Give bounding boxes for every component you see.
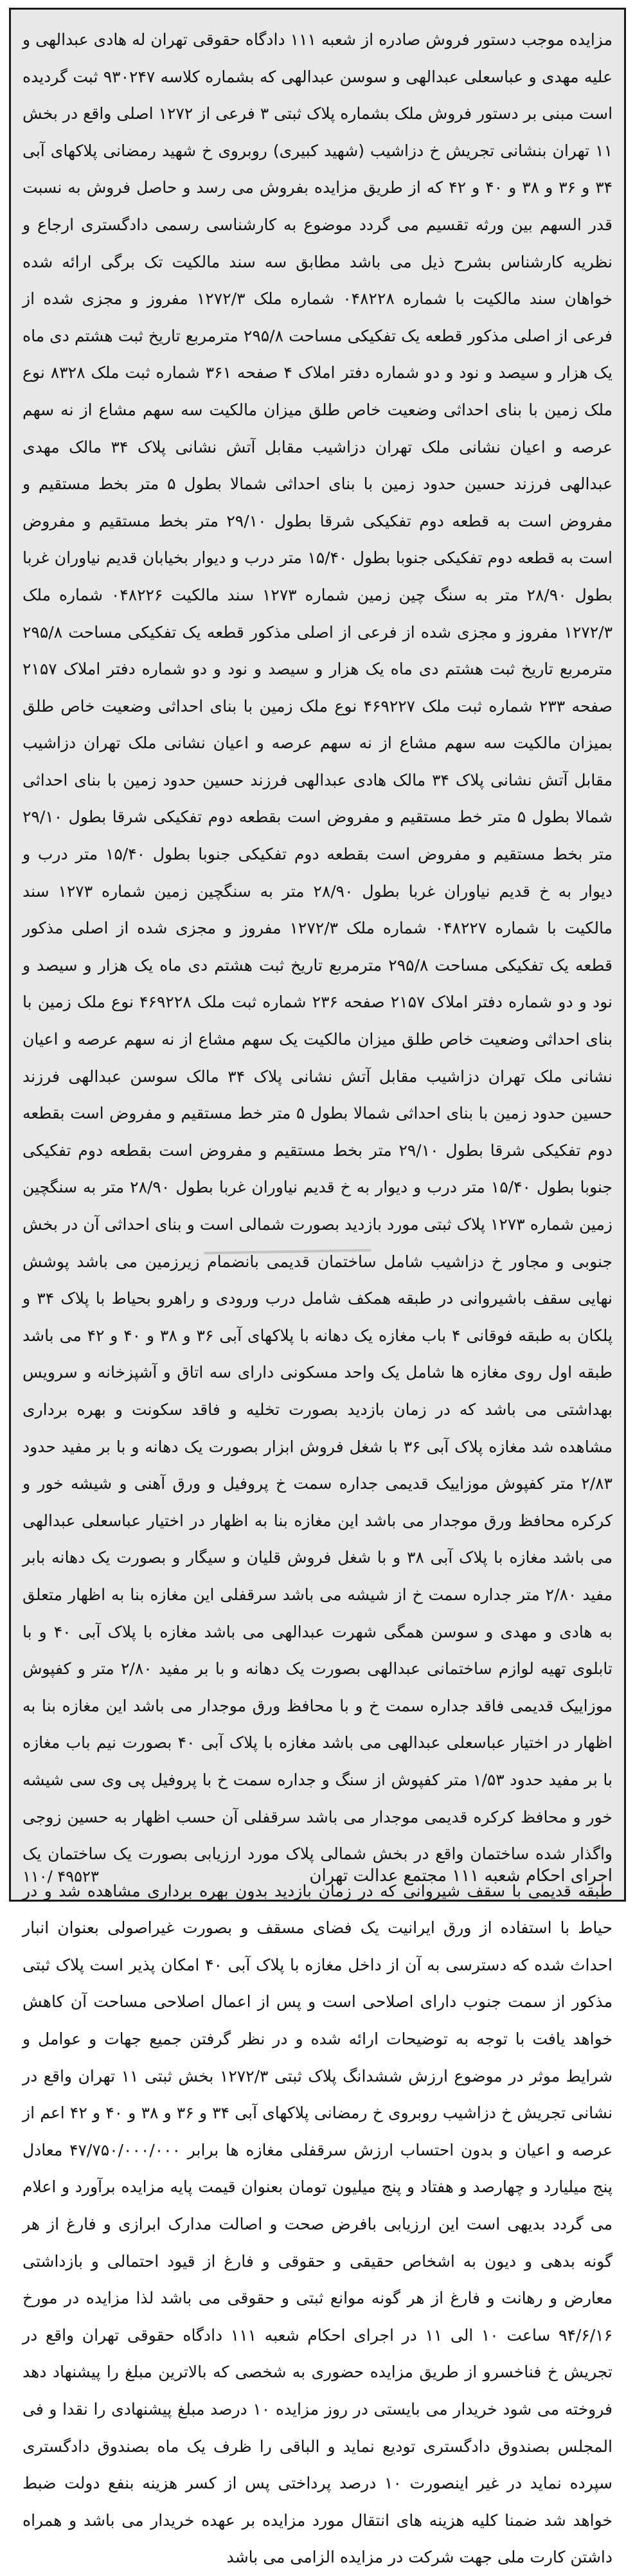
notice-footer bbox=[22, 1850, 613, 1886]
notice-body-text: مزایده موجب دستور فروش صادره از شعبه ۱۱۱ دادگاه حقوقی تهران له هادی عبدالهی و علیه مهدی و عباسعلی عبدالهی و سوسن عبدالهی که بشماره کلاسه ۹۳۰۲۴۷ ثبت گردیده است مبنی بر دستور فروش ملک بشماره پلاک ثبتی ۳ فرعی از ۱۲۷۲ اصلی واقع در بخش ۱۱ تهران بنشانی تجریش خ دزاشیب (شهید کبیری) روبروی خ شهید رمضانی پلاکهای آبی ۳۴ و ۳۶ و ۳۸ و ۴۰ و ۴۲ که از طریق مزایده بفروش می رسد و حاصل فروش به نسبت قدر السهم بین ورثه تقسیم می گردد موضوع به کارشناسی رسمی دادگستری ارجاع و نظریه کارشناس بشرح ذیل می باشد مطابق سه سند مالکیت تک برگی ارائه شده خواهان سند مالکیت با شماره ۰۴۸۲۲۸ شماره ملک ۱۲۷۲/۳ مفروز و مجزی شده از فرعی از اصلی مذکور قطعه یک تفکیکی مساحت ۲۹۵/۸ مترمربع تاریخ ثبت هشتم دی ماه یک هزار و سیصد و نود و دو شماره دفتر املاک ۴ صفحه ۳۶۱ شماره ثبت ملک ۸۳۲۸ نوع ملک زمین با بنای احداثی وضعیت خاص طلق میزان مالکیت سه سهم مشاع از نه سهم عرصه و اعیان نشانی ملک تهران دزاشیب مقابل آتش نشانی پلاک ۳۴ مالک مهدی عبدالهی فرزند حسین حدود زمین با بنای احداثی شمالا بطول ۵ متر بخط مستقیم و مفروض است به قطعه دوم تفکیکی شرقا بطول ۲۹/۱۰ متر بخط مستقیم و مفروض است به قطعه دوم تفکیکی جنوبا بطول ۱۵/۴۰ متر درب و دیوار بخیابان قدیم نیاوران غربا بطول ۲۸/۹۰ متر به سنگ چین زمین شماره ۱۲۷۳ سند مالکیت ۰۴۸۲۲۶ شماره ملک ۱۲۷۲/۳ مفروز و مجزی شده از فرعی از اصلی مذکور قطعه یک تفکیکی مساحت ۲۹۵/۸ مترمربع تاریخ ثبت هشتم دی ماه یک هزار و سیصد و نود و دو شماره دفتر املاک ۲۱۵۷ صفحه ۲۳۳ شماره ثبت ملک ۴۶۹۲۲۷ نوع ملک زمین با بنای احداثی وضعیت خاص طلق بمیزان مالکیت سه سهم مشاع از نه سهم عرصه و اعیان نشانی ملک تهران دزاشیب مقابل آتش نشانی پلاک ۳۴ مالک هادی عبدالهی فرزند حسین حدود زمین با بنای احداثی شمالا بطول ۵ متر خط مستقیم و مفروض است بقطعه دوم تفکیکی شرقا بطول ۲۹/۱۰ متر بخط مستقیم و مفروض است بقطعه دوم تفکیکی جنوبا بطول ۱۵/۴۰ متر درب و دیوار به خ قدیم نیاوران غربا بطول ۲۸/۹۰ متر به سنگچین زمین شماره ۱۲۷۳ سند مالکیت با شماره ۰۴۸۲۲۷ شماره ملک ۱۲۷۲/۳ مفروز و مجزی شده از اصلی مذکور قطعه یک تفکیکی مساحت ۲۹۵/۸ مترمربع تاریخ ثبت هشتم دی ماه یک هزار و سیصد و نود و دو شماره دفتر املاک ۲۱۵۷ صفحه ۲۳۶ شماره ثبت ملک ۴۶۹۲۲۸ نوع ملک زمین با بنای احداثی وضعیت خاص طلق میزان مالکیت یک سهم مشاع از نه سهم عرصه و اعیان نشانی ملک تهران دزاشیب مقابل آتش نشانی پلاک ۳۴ مالک سوسن عبدالهی فرزند حسین حدود زمین با بنای احداثی شمالا بطول ۵ متر خط مستقیم و مفروض است بقطعه دوم تفکیکی شرقا بطول ۲۹/۱۰ متر بخط مستقیم و مفروض است بقطعه دوم تفکیکی جنوبا بطول ۱۵/۴۰ متر درب و دیوار به خ قدیم نیاوران غربا بطول ۲۸/۹۰ متر به سنگچین زمین شماره ۱۲۷۳ پلاک ثبتی مورد بازدید بصورت شمالی است و بنای احداثی آن در بخش جنوبی و مجاور خ دزاشیب شامل ساختمان قدیمی بانضمام زیرزمین می باشد پوشش نهایی سقف باشیروانی در طبقه همکف شامل درب ورودی و راهرو بحیاط با پلاک ۳۴ و پلکان به طبقه فوقانی ۴ باب مغازه یک دهانه با پلاکهای آبی ۳۶ و ۳۸ و ۴۰ و ۴۲ می باشد طبقه اول روی مغازه ها شامل یک واحد مسکونی دارای سه اتاق و آشپزخانه و سرویس بهداشتی می باشد که در زمان بازدید بصورت تخلیه و فاقد سکونت و بهره برداری مشاهده شد مغازه پلاک آبی ۳۶ با شغل فروش ابزار بصورت یک دهانه و با بر مفید حدود ۲/۸۳ متر کفپوش موزاییک قدیمی جداره سمت خ پروفیل و ورق آهنی و شیشه خور و کرکره محافظ ورق موجدار می باشد این مغازه بنا به اظهار در اختیار عباسعلی عبدالهی می باشد مغازه با پلاک آبی ۳۸ و با شغل فروش قلیان و سیگار و بصورت یک دهانه بابر مفید ۲/۸۰ متر جداره سمت خ از شیشه می باشد سرقفلی این مغازه بنا به اظهار متعلق به هادی و مهدی و سوسن همگی شهرت عبدالهی می باشد مغازه با پلاک آبی ۴۰ و با تابلوی تهیه لوازم ساختمانی عبدالهی بصورت یک دهانه و با بر مفید ۲/۸۰ متر و کفپوش موزاییک قدیمی فاقد جداره سمت خ و با محافظ ورق موجدار می باشد این مغازه بنا به اظهار در اختیار عباسعلی عبدالهی می باشد مغازه با پلاک آبی ۴۰ بصورت نیم باب مغازه با بر مفید حدود ۱/۵۳ متر کفپوش از سنگ و جداره سمت خ با پروفیل پی وی سی شیشه خور و محافظ کرکره قدیمی موجدار می باشد سرقفلی آن حسب اظهار به حسین زوجی واگذار شده ساختمان واقع در بخش شمالی پلاک مورد ارزیابی بصورت یک ساختمان یک طبقه قدیمی با سقف شیروانی که در زمان بازدید بدون بهره برداری مشاهده شد و در حیاط با استفاده از ورق ایرانیت یک فضای مسقف و بصورت غیراصولی بعنوان انبار احداث شده که دسترسی به آن از داخل مغازه با پلاک آبی ۴۰ امکان پذیر است پلاک ثبتی مذکور از سمت جنوب دارای اصلاحی است و پس از اعمال اصلاحی مساحت آن کاهش خواهد یافت با توجه به توضیحات ارائه شده و در نظر گرفتن جمیع جهات و عوامل و شرایط موثر در موضوع ارزش ششدانگ پلاک ثبتی ۱۲۷۲/۳ بخش ثبتی ۱۱ تهران واقع در نشانی تجریش خ دزاشیب روبروی خ رمضانی پلاکهای آبی ۳۴ و ۳۶ و ۳۸ و ۴۰ و ۴۲ اعم از عرصه و اعیان و بدون احتساب ارزش سرقفلی مغازه ها برابر ۴۷/۷۵۰/۰۰۰/۰۰۰ معادل پنج میلیارد و چهارصد و هفتاد و پنج میلیون تومان بعنوان قیمت پایه مزایده برآورد و اعلام می گردد بدیهی است این ارزیابی بافرض صحت و اصالت مدارک ابرازی و فارغ از هر گونه بدهی و دیون به اشخاص حقیقی و حقوقی و فارغ از قیود احتمالی و بازداشتی معارض و رهانت و فارغ از هر گونه موانع ثبتی و حقوقی می باشد لذا مزایده در مورخ ۹۴/۶/۱۶ ساعت ۱۰ الی ۱۱ در اجرای احکام شعبه ۱۱۱ دادگاه حقوقی تهران واقع در تجریش خ فناخسرو از طریق مزایده حضوری به شخصی که بالاترین مبلغ را پیشنهاد دهد فروخته می شود خریدار می بایستی در روز مزایده ۱۰ درصد مبلغ پیشنهادی را نقدا و فی المجلس بصندوق دادگستری تودیع نماید و الباقی را ظرف یک ماه بصندوق دادگستری سپرده نماید در غیر اینصورت ۱۰ درصد پرداختی پس از کسر هزینه بنفع دولت ضبط خواهد شد ضمنا کلیه هزینه های انتقال مورد مزایده بر عهده خریدار می باشد و همراه داشتن کارت ملی جهت شرکت در مزایده الزامی می باشد bbox=[22, 30, 613, 2567]
auction-notice bbox=[9, 8, 626, 2567]
notice-signature: اجرای احکام شعبه ۱۱۱ مجتمع عدالت تهران bbox=[309, 1866, 613, 1886]
notice-code: ۱۱۰/ ۴۹۵۲۳ bbox=[22, 1868, 99, 1886]
